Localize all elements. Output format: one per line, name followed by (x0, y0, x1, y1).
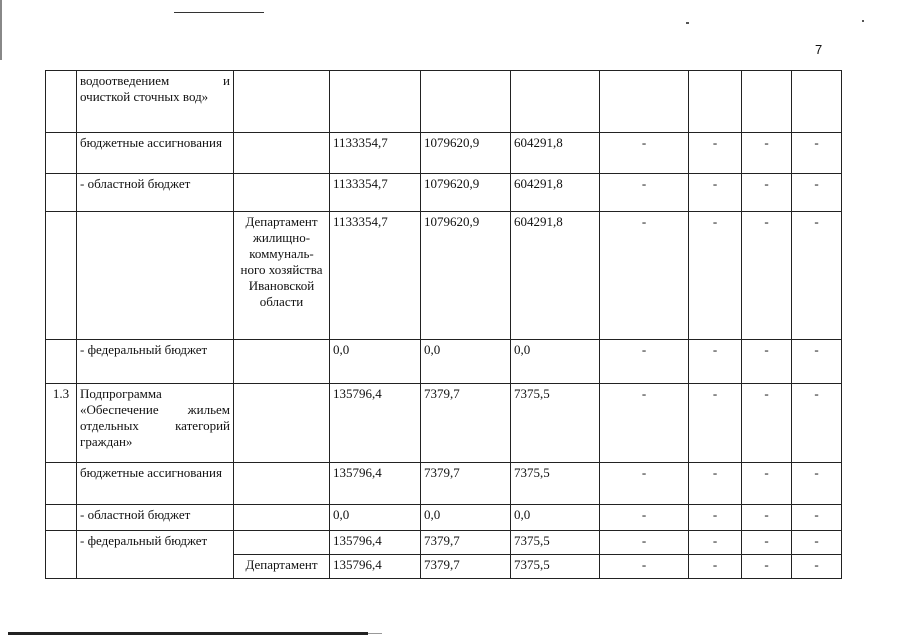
value-cell-6: - (742, 384, 792, 463)
table-row (46, 505, 842, 531)
row-number-cell (46, 212, 77, 340)
table-row (46, 463, 842, 505)
value-cell-4: - (600, 463, 689, 505)
row-number-cell (46, 174, 77, 212)
value-cell-2: 1079620,9 (421, 133, 511, 174)
value-cell-2: 7379,7 (421, 531, 511, 555)
scan-edge (0, 0, 2, 60)
value-cell-6: - (742, 174, 792, 212)
value-cell-6: - (742, 531, 792, 555)
program-name-cell: - федеральный бюджет (77, 531, 234, 579)
value-cell-1: 1133354,7 (330, 133, 421, 174)
value-cell-1: 135796,4 (330, 384, 421, 463)
table-row (46, 174, 842, 212)
program-name-cell: бюджетные ассигнования (77, 463, 234, 505)
budget-table (45, 70, 842, 579)
value-cell-7 (792, 71, 842, 133)
table-row (46, 384, 842, 463)
row-number-cell (46, 133, 77, 174)
table-row (46, 71, 842, 133)
value-cell-2: 0,0 (421, 340, 511, 384)
value-cell-6: - (742, 505, 792, 531)
value-cell-4: - (600, 531, 689, 555)
value-cell-6: - (742, 340, 792, 384)
scan-speck (862, 20, 864, 22)
value-cell-6: - (742, 133, 792, 174)
value-cell-7: - (792, 212, 842, 340)
program-name-cell: - федеральный бюджет (77, 340, 234, 384)
program-name-cell: бюджетные ассигнования (77, 133, 234, 174)
value-cell-1: 0,0 (330, 505, 421, 531)
value-cell-1: 1133354,7 (330, 212, 421, 340)
footer-rule-tail (368, 633, 382, 634)
value-cell-5 (689, 71, 742, 133)
value-cell-5: - (689, 174, 742, 212)
value-cell-1: 1133354,7 (330, 174, 421, 212)
row-number-cell: 1.3 (46, 384, 77, 463)
value-cell-4 (600, 71, 689, 133)
table-row (46, 531, 842, 555)
value-cell-7: - (792, 505, 842, 531)
value-cell-4: - (600, 505, 689, 531)
value-cell-7: - (792, 531, 842, 555)
value-cell-3: 7375,5 (511, 531, 600, 555)
value-cell-4: - (600, 212, 689, 340)
executor-cell: Департамент жилищно-коммуналь-ного хозяйства Ивановской области (234, 212, 330, 340)
program-name-cell: водоотведением и очисткой сточных вод» (77, 71, 234, 133)
program-name-cell: - областной бюджет (77, 505, 234, 531)
value-cell-5: - (689, 212, 742, 340)
value-cell-2 (421, 71, 511, 133)
executor-cell: Департамент (234, 555, 330, 579)
row-number-cell (46, 505, 77, 531)
table-row (46, 340, 842, 384)
value-cell-1: 135796,4 (330, 555, 421, 579)
value-cell-3: 604291,8 (511, 133, 600, 174)
value-cell-2: 7379,7 (421, 555, 511, 579)
value-cell-6: - (742, 555, 792, 579)
executor-cell (234, 340, 330, 384)
value-cell-4: - (600, 174, 689, 212)
executor-cell (234, 463, 330, 505)
value-cell-2: 0,0 (421, 505, 511, 531)
value-cell-3: 7375,5 (511, 555, 600, 579)
value-cell-3: 0,0 (511, 505, 600, 531)
value-cell-6: - (742, 212, 792, 340)
value-cell-5: - (689, 384, 742, 463)
row-number-cell (46, 463, 77, 505)
executor-cell (234, 133, 330, 174)
value-cell-2: 7379,7 (421, 384, 511, 463)
executor-cell (234, 71, 330, 133)
executor-cell (234, 531, 330, 555)
program-name-cell: Подпрограмма «Обеспечение жильем отдельных категорий граждан» (77, 384, 234, 463)
value-cell-4: - (600, 555, 689, 579)
value-cell-1: 135796,4 (330, 463, 421, 505)
executor-cell (234, 505, 330, 531)
footer-rule (8, 632, 368, 635)
value-cell-2: 1079620,9 (421, 174, 511, 212)
value-cell-7: - (792, 340, 842, 384)
header-rule (174, 12, 264, 13)
value-cell-4: - (600, 340, 689, 384)
scan-speck (686, 22, 689, 24)
value-cell-4: - (600, 384, 689, 463)
table-row (46, 212, 842, 340)
program-name-cell (77, 212, 234, 340)
value-cell-6 (742, 71, 792, 133)
value-cell-5: - (689, 555, 742, 579)
value-cell-7: - (792, 384, 842, 463)
page-number: 7 (815, 42, 823, 57)
value-cell-5: - (689, 340, 742, 384)
value-cell-7: - (792, 174, 842, 212)
row-number-cell (46, 71, 77, 133)
value-cell-3: 7375,5 (511, 384, 600, 463)
value-cell-5: - (689, 531, 742, 555)
value-cell-3: 604291,8 (511, 212, 600, 340)
value-cell-7: - (792, 555, 842, 579)
value-cell-7: - (792, 463, 842, 505)
value-cell-3: 604291,8 (511, 174, 600, 212)
value-cell-5: - (689, 505, 742, 531)
value-cell-4: - (600, 133, 689, 174)
value-cell-5: - (689, 463, 742, 505)
row-number-cell (46, 531, 77, 579)
executor-cell (234, 174, 330, 212)
value-cell-3: 7375,5 (511, 463, 600, 505)
value-cell-1 (330, 71, 421, 133)
value-cell-2: 1079620,9 (421, 212, 511, 340)
executor-cell (234, 384, 330, 463)
program-name-cell: - областной бюджет (77, 174, 234, 212)
value-cell-3 (511, 71, 600, 133)
value-cell-1: 135796,4 (330, 531, 421, 555)
value-cell-3: 0,0 (511, 340, 600, 384)
value-cell-2: 7379,7 (421, 463, 511, 505)
value-cell-1: 0,0 (330, 340, 421, 384)
value-cell-6: - (742, 463, 792, 505)
value-cell-7: - (792, 133, 842, 174)
row-number-cell (46, 340, 77, 384)
table-row (46, 133, 842, 174)
value-cell-5: - (689, 133, 742, 174)
